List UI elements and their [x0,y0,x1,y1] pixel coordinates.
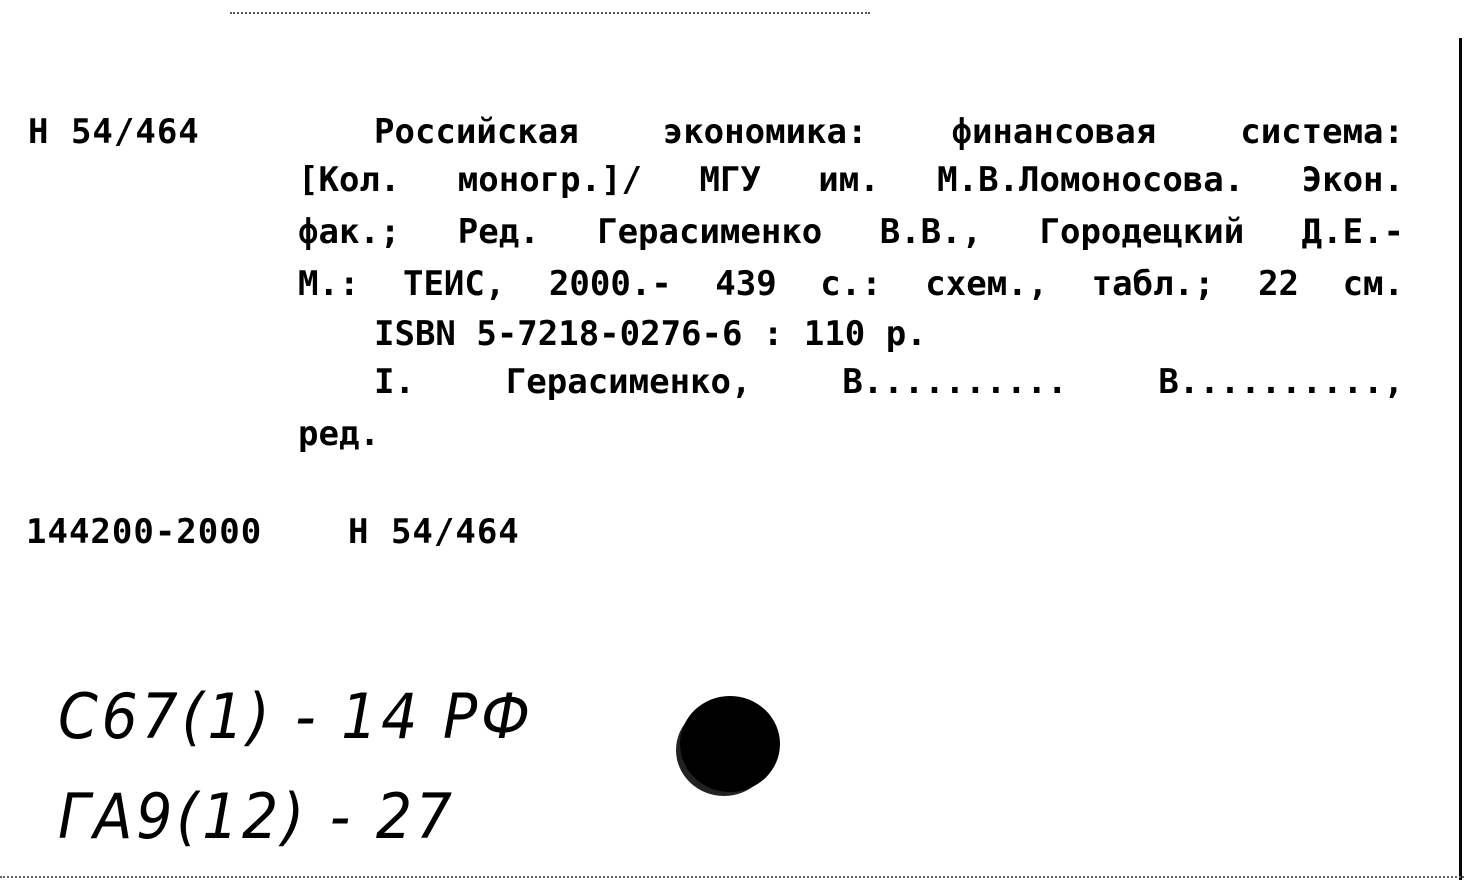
accession-number: 144200-2000 [26,512,263,552]
entry-line-3: фак.; Ред. Герасименко В.В., Городецкий Д.Е.- [298,212,1404,252]
tracing-line: I. Герасименко, В.......... В.........., [374,362,1404,402]
handwritten-classification-2: ГА9(12) - 27 [58,780,456,853]
entry-line-4: М.: ТЕИС, 2000.- 439 с.: схем., табл.; 22 см. [298,264,1404,304]
call-number: Н 54/464 [28,112,200,152]
tracing-continuation: ред. [298,414,380,454]
card-bottom-edge [0,876,1464,878]
entry-line-2: [Кол. моногр.]/ МГУ им. М.В.Ломоносова. Экон. [298,160,1404,200]
card-top-edge [230,12,870,14]
handwritten-classification-1: С67(1) - 14 РФ [58,680,534,753]
card-right-edge [1459,38,1462,880]
isbn-line: ISBN 5-7218-0276-6 : 110 р. [374,314,927,354]
accession-call-number: Н 54/464 [348,512,520,552]
punch-hole [680,696,780,792]
entry-line-1: Российская экономика: финансовая система: [374,112,1404,152]
